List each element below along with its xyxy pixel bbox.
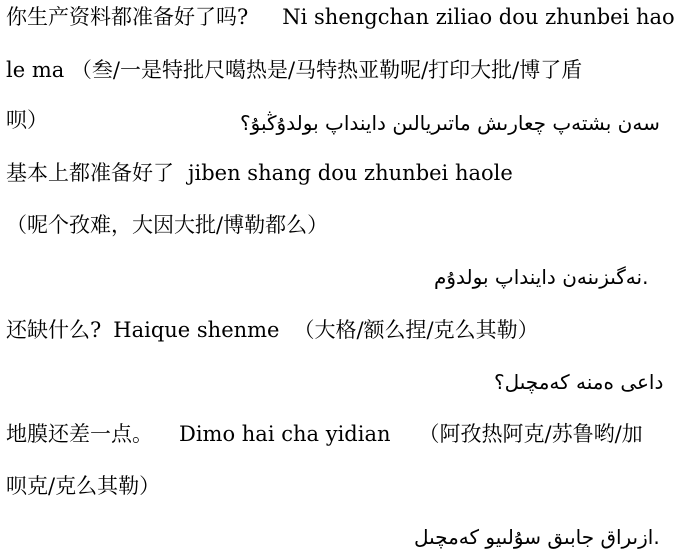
transliteration: （呢个孜难，大因大批/博勒都么）	[6, 213, 329, 237]
line-8	[6, 472, 694, 500]
transliteration: （阿孜热阿克/苏鲁哟/加	[418, 422, 643, 446]
uyghur-translation: .نەگىزىنەن داينداپ بولدۇم	[434, 265, 649, 289]
uyghur-line-1	[240, 109, 680, 137]
chinese-sentence: 基本上都准备好了	[6, 161, 174, 185]
uyghur-line-4	[414, 523, 694, 551]
line-7	[6, 420, 694, 448]
line-5	[6, 211, 694, 239]
line-6	[6, 316, 694, 344]
pinyin: jiben shang dou zhunbei haole	[188, 161, 513, 185]
transliteration-end: 呗克/克么其勒）	[6, 474, 161, 498]
uyghur-line-2	[434, 263, 694, 291]
uyghur-translation: سەن بشتەپ چعارىش ماتىريالىن داينداپ بولدۇڭبۇ؟	[240, 111, 660, 135]
uyghur-line-3	[494, 368, 694, 396]
line-4	[6, 159, 694, 187]
transliteration-end: 呗）	[6, 108, 48, 132]
transliteration: le ma （叁/一是特批尺噶热是/马特热亚勒呢/打印大批/博了盾	[6, 58, 583, 82]
pinyin: Dimo hai cha yidian	[179, 422, 391, 446]
chinese-sentence: 你生产资料都准备好了吗?	[6, 5, 249, 29]
chinese-sentence: 还缺什么?	[6, 318, 102, 342]
chinese-sentence: 地膜还差一点。	[6, 422, 153, 446]
line-1	[6, 3, 694, 31]
line-2	[6, 56, 694, 84]
pinyin: Ni shengchan ziliao dou zhunbei hao	[282, 5, 675, 29]
pinyin: Haique shenme	[113, 318, 280, 342]
uyghur-translation: .ازىراق جابىق سۇلىيو كەمچىل	[414, 525, 660, 549]
uyghur-translation: داعى ەمنە كەمچىل؟	[494, 370, 664, 394]
transliteration: （大格/额么捏/克么其勒）	[293, 318, 539, 342]
